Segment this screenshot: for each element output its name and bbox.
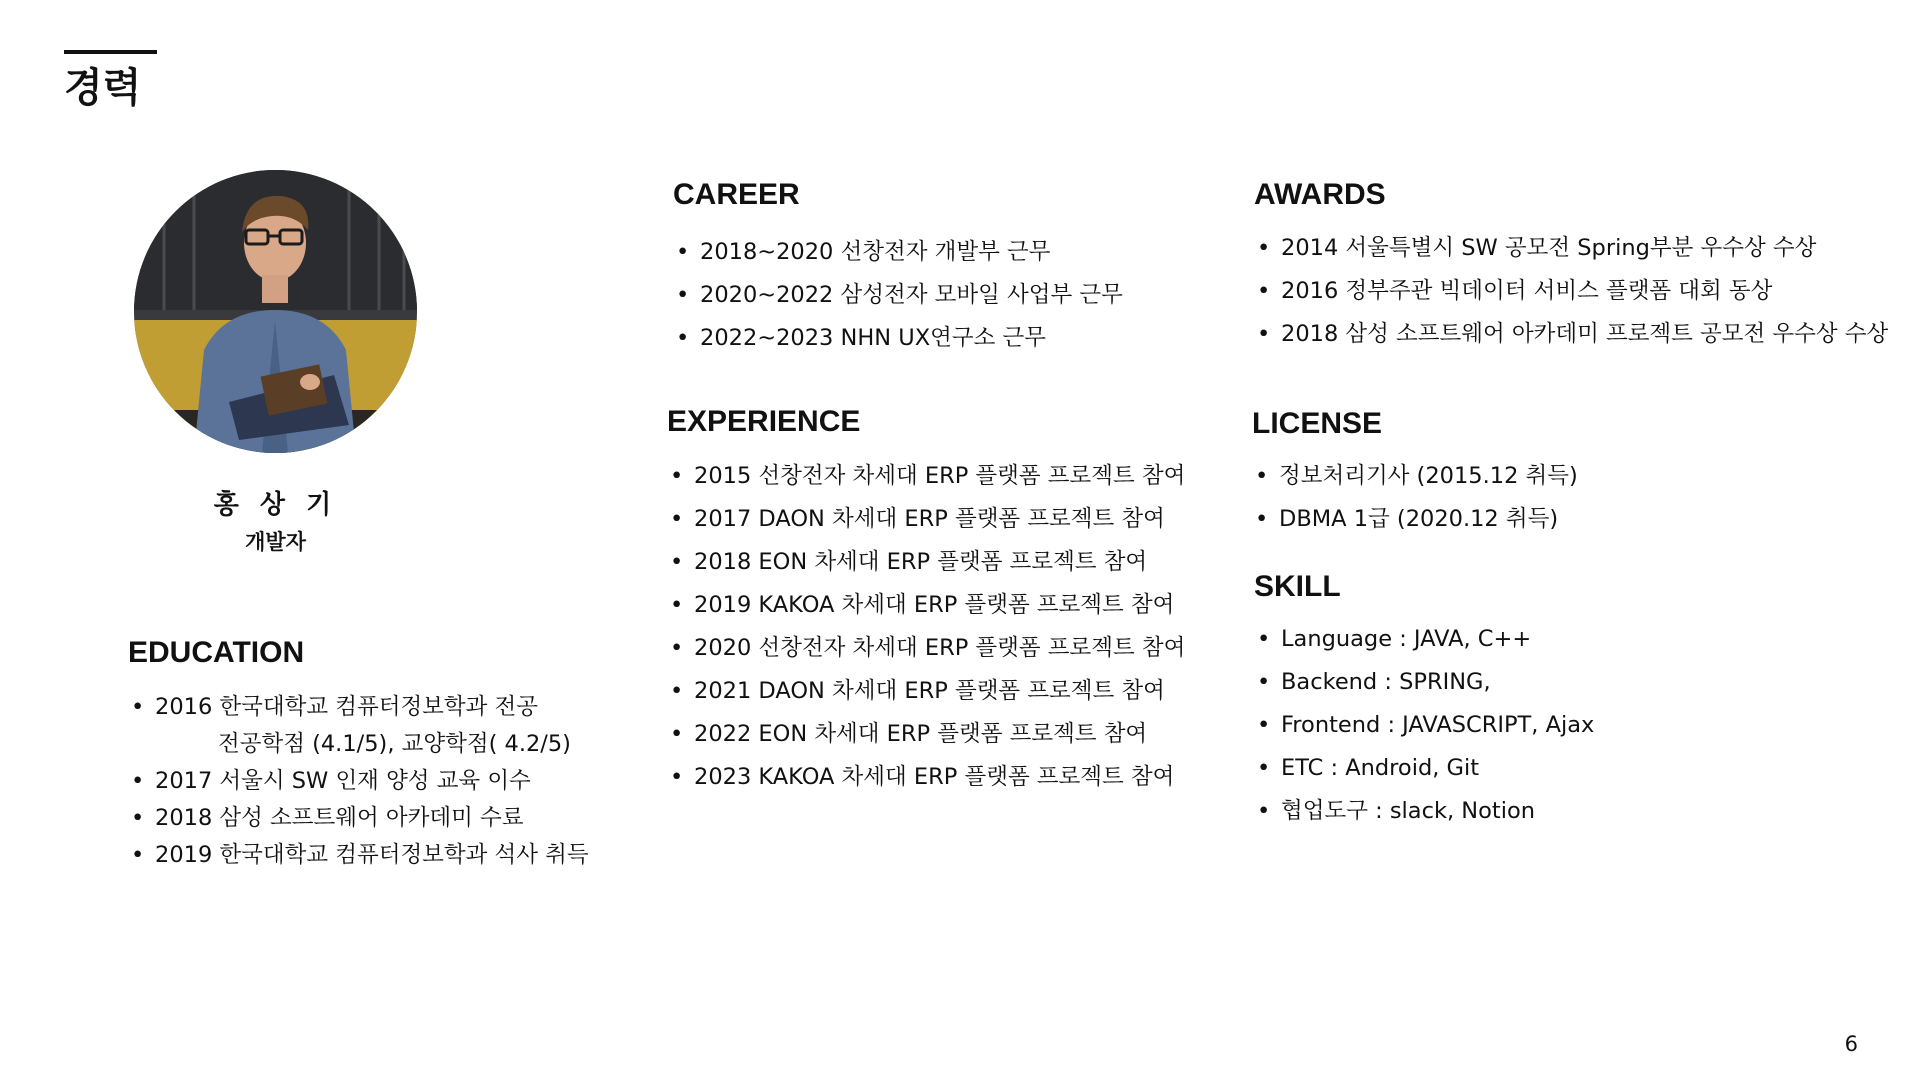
list-item: • 2018 삼성 소프트웨어 아카데미 수료 (128, 805, 589, 842)
list-item: • 정보처리기사 (2015.12 취득) (1252, 463, 1578, 506)
list-item: • 협업도구 : slack, Notion (1254, 798, 1594, 841)
list-item: • DBMA 1급 (2020.12 취득) (1252, 506, 1578, 549)
list-item: • 2018 EON 차세대 ERP 플랫폼 프로젝트 참여 (667, 549, 1185, 592)
profile-photo (134, 170, 417, 453)
education-grade-line: 전공학점 (4.1/5), 교양학점( 4.2/5) (218, 731, 571, 757)
list-item: • 2023 KAKOA 차세대 ERP 플랫폼 프로젝트 참여 (667, 764, 1185, 807)
list-item: • 2019 KAKOA 차세대 ERP 플랫폼 프로젝트 참여 (667, 592, 1185, 635)
career-list (673, 239, 1123, 368)
list-item: • 2016 정부주관 빅데이터 서비스 플랫폼 대회 동상 (1254, 278, 1888, 321)
list-item: • Backend : SPRING, (1254, 669, 1594, 712)
list-item: • Language : JAVA, C++ (1254, 626, 1594, 669)
list-item: • ETC : Android, Git (1254, 755, 1594, 798)
list-item: • 2014 서울특별시 SW 공모전 Spring부분 우수상 수상 (1254, 235, 1888, 278)
list-item: • 2022 EON 차세대 ERP 플랫폼 프로젝트 참여 (667, 721, 1185, 764)
awards-section (1254, 180, 1888, 364)
list-item: • 2018~2020 선창전자 개발부 근무 (673, 239, 1123, 282)
awards-list (1254, 235, 1888, 364)
career-heading: CAREER (673, 178, 800, 211)
page-title: 경력 (64, 65, 142, 111)
list-item: • 2018 삼성 소프트웨어 아카데미 프로젝트 공모전 우수상 수상 (1254, 321, 1888, 364)
license-list (1252, 463, 1578, 549)
experience-list (667, 463, 1185, 807)
experience-heading: EXPERIENCE (667, 405, 861, 438)
person-name: 홍 상 기 (213, 490, 338, 520)
skill-heading: SKILL (1254, 570, 1341, 603)
list-item: • 2016 한국대학교 컴퓨터정보학과 전공 (128, 694, 589, 731)
skill-list (1254, 626, 1594, 841)
education-section (128, 638, 589, 879)
education-heading: EDUCATION (128, 636, 305, 669)
experience-section (667, 407, 1185, 807)
education-list (128, 694, 589, 879)
title-rule (64, 50, 157, 54)
list-item: • 2020~2022 삼성전자 모바일 사업부 근무 (673, 282, 1123, 325)
list-item: • 2017 서울시 SW 인재 양성 교육 이수 (128, 768, 589, 805)
license-section (1252, 409, 1578, 549)
list-item: • 2017 DAON 차세대 ERP 플랫폼 프로젝트 참여 (667, 506, 1185, 549)
person-role: 개발자 (245, 530, 306, 554)
awards-heading: AWARDS (1254, 178, 1386, 211)
career-section (673, 180, 1123, 368)
license-heading: LICENSE (1252, 407, 1383, 440)
list-item: • 2019 한국대학교 컴퓨터정보학과 석사 취득 (128, 842, 589, 879)
skill-section (1254, 572, 1594, 841)
list-item: • Frontend : JAVASCRIPT, Ajax (1254, 712, 1594, 755)
list-item: • 2015 선창전자 차세대 ERP 플랫폼 프로젝트 참여 (667, 463, 1185, 506)
list-item: • 2021 DAON 차세대 ERP 플랫폼 프로젝트 참여 (667, 678, 1185, 721)
page-number: 6 (1844, 1032, 1858, 1056)
list-item: • 2020 선창전자 차세대 ERP 플랫폼 프로젝트 참여 (667, 635, 1185, 678)
list-item: • 2022~2023 NHN UX연구소 근무 (673, 325, 1123, 368)
